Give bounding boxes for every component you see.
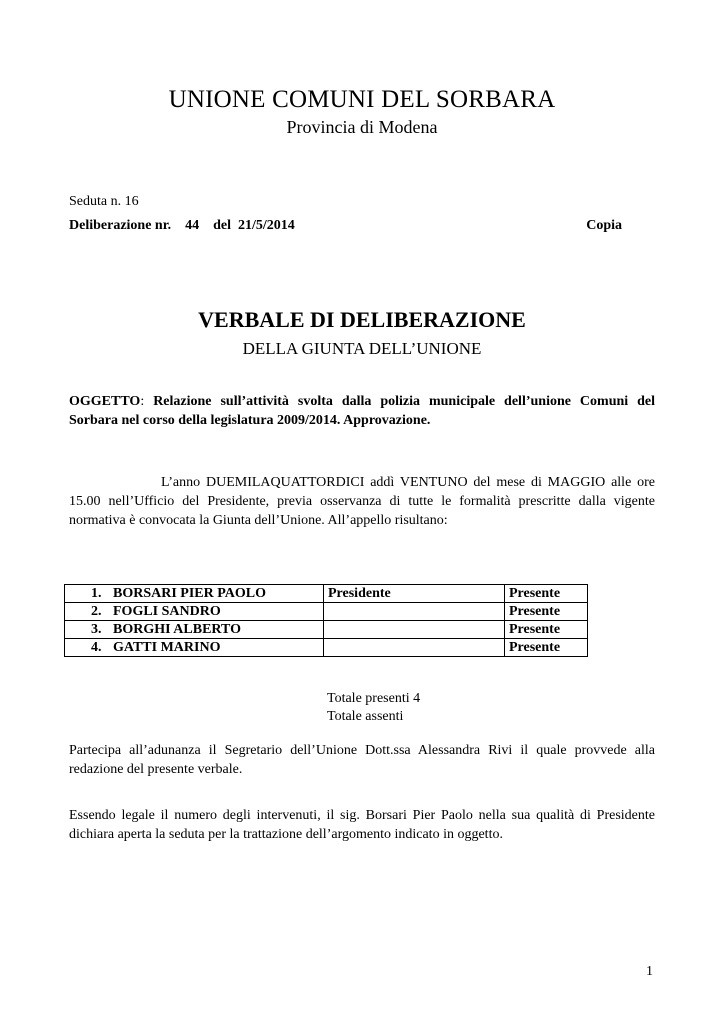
member-status: Presente [505, 621, 588, 639]
member-name-cell [65, 639, 324, 657]
total-absent: Totale assenti [327, 709, 404, 724]
copy-label: Copia [586, 218, 622, 233]
member-role [324, 639, 505, 657]
opening-paragraph: Essendo legale il numero degli intervenuti, il sig. Borsari Pier Paolo nella sua qualità di Presidente dichiara aperta la seduta per la trattazione dell’argomento indicato in oggetto. [69, 808, 655, 842]
table-row [65, 585, 588, 603]
member-role [324, 603, 505, 621]
page-number: 1 [646, 964, 653, 979]
member-number: 4. [91, 640, 102, 655]
member-role: Presidente [324, 585, 505, 603]
member-name: BORSARI PIER PAOLO [113, 586, 266, 601]
member-name-cell [65, 603, 324, 621]
attendance-table [64, 584, 588, 657]
member-number: 1. [91, 586, 102, 601]
member-status: Presente [505, 639, 588, 657]
subject-text: Relazione sull’attività svolta dalla polizia municipale dell’unione Comuni del Sorbara nel corso della legislatura 2009/2014. Approvazione. [69, 394, 656, 428]
intro-paragraph: L’anno DUEMILAQUATTORDICI addì VENTUNO del mese di MAGGIO alle ore 15.00 nell’Ufficio del Presidente, previa osservanza di tutte le formalità prescritte dalla vigente normativa è convocata la Giunta dell’Unione. All’appello risultano: [69, 475, 655, 528]
secretary-paragraph: Partecipa all’adunanza il Segretario dell’Unione Dott.ssa Alessandra Rivi il quale provvede alla redazione del presente verbale. [69, 743, 655, 777]
organization-name: UNIONE COMUNI DEL SORBARA [168, 86, 556, 113]
province-name: Provincia di Modena [286, 117, 438, 137]
deliberation-number: Deliberazione nr. 44 del 21/5/2014 [69, 218, 295, 233]
member-name-cell [65, 621, 324, 639]
table-row [65, 621, 588, 639]
member-name: FOGLI SANDRO [113, 604, 221, 619]
table-row [65, 639, 588, 657]
member-status: Presente [505, 603, 588, 621]
member-number: 2. [91, 604, 102, 619]
member-name: GATTI MARINO [113, 640, 221, 655]
member-status: Presente [505, 585, 588, 603]
total-present: Totale presenti 4 [327, 691, 421, 706]
attendance-totals [327, 690, 420, 726]
document-subtitle: DELLA GIUNTA DELL’UNIONE [242, 339, 482, 358]
member-role [324, 621, 505, 639]
document-title: VERBALE DI DELIBERAZIONE [198, 307, 526, 332]
member-name-cell [65, 585, 324, 603]
table-row [65, 603, 588, 621]
subject-label: OGGETTO [69, 394, 141, 409]
member-name: BORGHI ALBERTO [113, 622, 242, 637]
session-number: Seduta n. 16 [69, 194, 139, 209]
member-number: 3. [91, 622, 102, 637]
subject-block: OGGETTO: Relazione sull’attività svolta dalla polizia municipale dell’unione Comuni del Sorbara nel corso della legislatura 2009/2014. Approvazione. [69, 394, 656, 428]
